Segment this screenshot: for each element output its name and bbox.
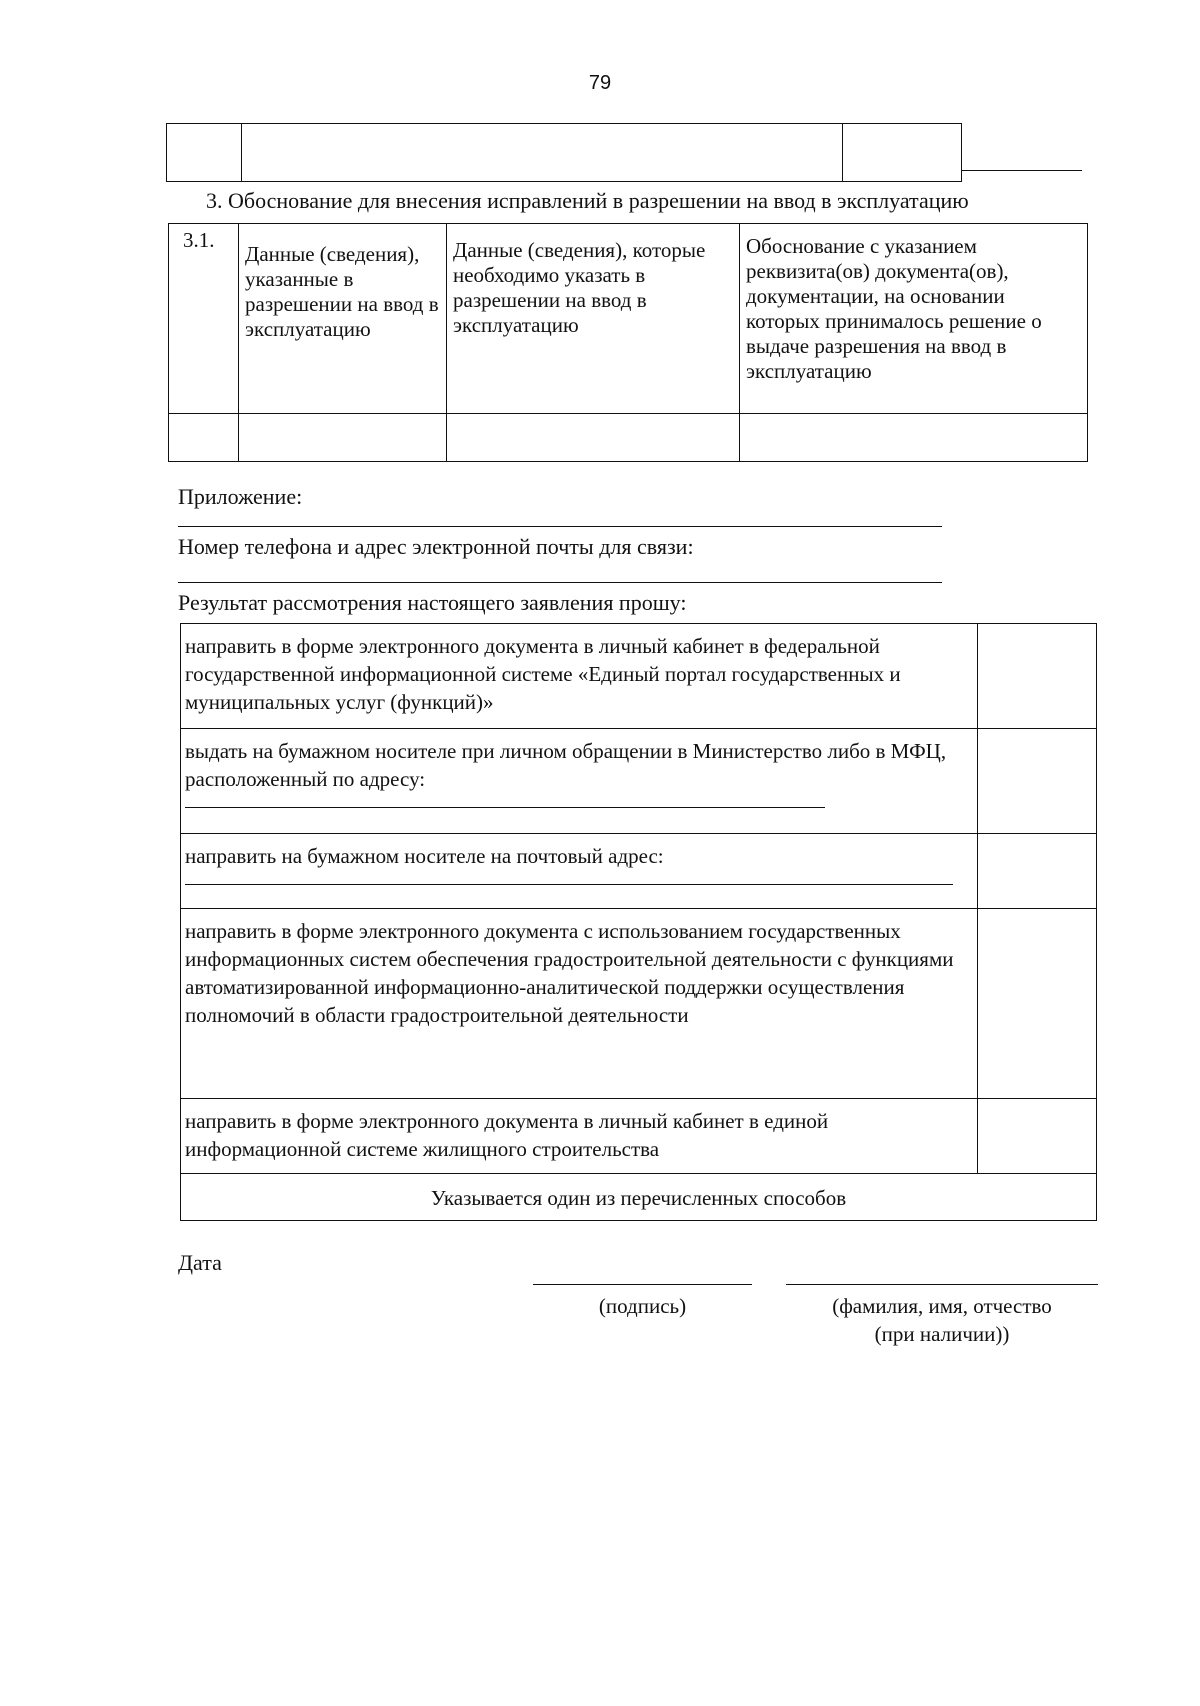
table-row xyxy=(181,1099,1097,1174)
full-name-line[interactable] xyxy=(786,1284,1098,1285)
header-basis: Обоснование с указанием реквизита(ов) документа(ов), документации, на основании которых принималось решение о выдаче разрешения на ввод в эксплуатацию xyxy=(740,224,1088,414)
signature-caption: (подпись) xyxy=(598,1294,687,1318)
option-paper-in-person-text: выдать на бумажном носителе при личном обращении в Министерство либо в МФЦ, расположенный по адресу: xyxy=(185,739,947,791)
option-isogd: направить в форме электронного документа с использованием государственных информационных систем обеспечения градостроительной деятельности с функциями автоматизированной информационно-аналитической поддержки осуществления полномочий в области градостроительной деятельности xyxy=(181,909,978,1099)
table-row xyxy=(169,224,1088,414)
option-paper-in-person xyxy=(181,729,978,834)
row-number: 3.1. xyxy=(169,224,239,414)
table-divider xyxy=(962,170,1082,171)
date-label: Дата xyxy=(178,1250,222,1275)
delivery-options-table xyxy=(180,623,1097,1221)
previous-table-fragment xyxy=(166,123,962,182)
table-row xyxy=(169,414,1088,462)
attachment-line[interactable] xyxy=(178,526,942,527)
option-epgu: направить в форме электронного документа в личный кабинет в федеральной государственной информационной системе «Единый портал государственных и муниципальных услуг (функций)» xyxy=(181,624,978,729)
corrections-table xyxy=(168,223,1088,462)
table-row xyxy=(181,729,1097,834)
input-cell-basis[interactable] xyxy=(740,414,1088,462)
table-row xyxy=(181,1174,1097,1221)
full-name-caption-line1: (фамилия, имя, отчество xyxy=(832,1294,1052,1318)
options-footer: Указывается один из перечисленных способов xyxy=(181,1174,1097,1221)
input-cell-current-data[interactable] xyxy=(239,414,447,462)
address-line[interactable] xyxy=(185,807,825,808)
attachment-label: Приложение: xyxy=(178,484,303,509)
table-cell xyxy=(242,124,843,182)
full-name-caption-line2: (при наличии)) xyxy=(874,1322,1010,1346)
input-cell-number[interactable] xyxy=(169,414,239,462)
option-paper-in-person-checkbox[interactable] xyxy=(978,729,1097,834)
header-current-data: Данные (сведения), указанные в разрешении на ввод в эксплуатацию xyxy=(239,224,447,414)
option-isogd-checkbox[interactable] xyxy=(978,909,1097,1099)
table-row xyxy=(181,834,1097,909)
table-cell xyxy=(843,124,962,182)
option-eisghs: направить в форме электронного документа в личный кабинет в единой информационной системе жилищного строительства xyxy=(181,1099,978,1174)
option-epgu-checkbox[interactable] xyxy=(978,624,1097,729)
page-number: 79 xyxy=(588,72,612,94)
section3-title: 3. Обоснование для внесения исправлений в разрешении на ввод в эксплуатацию xyxy=(206,188,969,213)
input-cell-required-data[interactable] xyxy=(447,414,740,462)
signature-line[interactable] xyxy=(533,1284,752,1285)
full-name-caption xyxy=(786,1292,1098,1348)
option-postal xyxy=(181,834,978,909)
contact-label: Номер телефона и адрес электронной почты для связи: xyxy=(178,534,694,559)
postal-address-line[interactable] xyxy=(185,884,953,885)
option-postal-text: направить на бумажном носителе на почтовый адрес: xyxy=(185,844,664,868)
option-eisghs-checkbox[interactable] xyxy=(978,1099,1097,1174)
table-row xyxy=(181,624,1097,729)
table-row xyxy=(181,909,1097,1099)
option-postal-checkbox[interactable] xyxy=(978,834,1097,909)
header-required-data: Данные (сведения), которые необходимо указать в разрешении на ввод в эксплуатацию xyxy=(447,224,740,414)
result-label: Результат рассмотрения настоящего заявления прошу: xyxy=(178,590,687,615)
contact-line[interactable] xyxy=(178,582,942,583)
table-cell xyxy=(167,124,242,182)
